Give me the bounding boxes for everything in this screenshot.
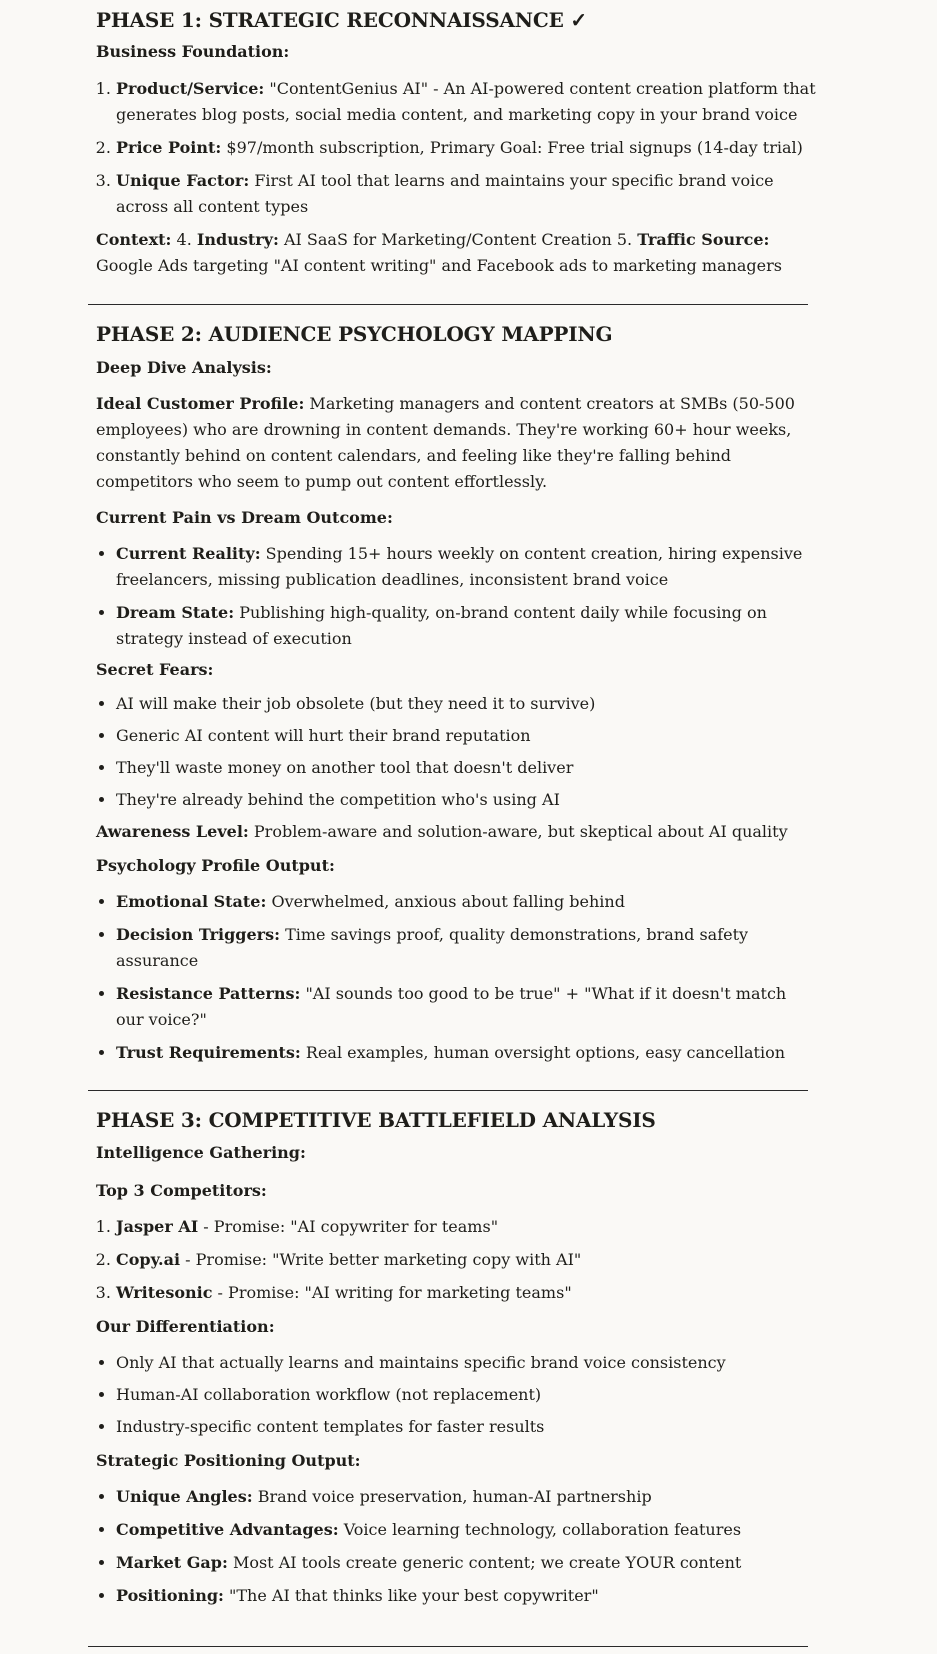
- list-item: • Generic AI content will hurt their brand reputation: [116, 723, 816, 749]
- fears-label: Secret Fears:: [96, 660, 214, 679]
- list-item: • Competitive Advantages: Voice learning technology, collaboration features: [116, 1517, 816, 1543]
- profile-list: [96, 889, 816, 1066]
- list-item: • Human-AI collaboration workflow (not replacement): [116, 1382, 816, 1408]
- list-item: 2. Price Point: $97/month subscription, Primary Goal: Free trial signups (14-day trial): [116, 135, 816, 161]
- divider: [88, 1090, 808, 1091]
- list-item: • Resistance Patterns: "AI sounds too good to be true" + "What if it doesn't match our voice?": [116, 981, 816, 1033]
- list-item: • Emotional State: Overwhelmed, anxious about falling behind: [116, 889, 816, 915]
- phase3-section: [96, 1108, 816, 1616]
- list-item: • Industry-specific content templates for faster results: [116, 1414, 816, 1440]
- phase1-title: PHASE 1: STRATEGIC RECONNAISSANCE ✓: [96, 8, 587, 32]
- list-item: 3. Unique Factor: First AI tool that learns and maintains your specific brand voice across all content types: [116, 168, 816, 220]
- differentiation-label: Our Differentiation:: [96, 1317, 275, 1336]
- list-item: 1. Jasper AI - Promise: "AI copywriter for teams": [116, 1214, 816, 1240]
- list-item: 3. Writesonic - Promise: "AI writing for marketing teams": [116, 1280, 816, 1306]
- pain-list: [96, 541, 816, 652]
- fears-list: [96, 691, 816, 813]
- list-item: • Trust Requirements: Real examples, human oversight options, easy cancellation: [116, 1040, 816, 1066]
- competitors-label: Top 3 Competitors:: [96, 1181, 267, 1200]
- profile-label: Psychology Profile Output:: [96, 856, 335, 875]
- list-item: • Unique Angles: Brand voice preservation, human-AI partnership: [116, 1484, 816, 1510]
- list-item: • They're already behind the competition who's using AI: [116, 787, 816, 813]
- positioning-list: [96, 1484, 816, 1609]
- divider: [88, 304, 808, 305]
- context-paragraph: Context: 4. Industry: AI SaaS for Marketing/Content Creation 5. Traffic Source: Google Ads targeting "AI content writing" and Facebook ads to marketing managers: [96, 230, 782, 275]
- awareness-paragraph: Awareness Level: Problem-aware and solution-aware, but skeptical about AI quality: [96, 822, 788, 841]
- phase2-title: PHASE 2: AUDIENCE PSYCHOLOGY MAPPING: [96, 322, 613, 346]
- differentiation-list: [96, 1350, 816, 1440]
- list-item: • Positioning: "The AI that thinks like your best copywriter": [116, 1583, 816, 1609]
- competitors-list: [96, 1214, 816, 1306]
- intel-label: Intelligence Gathering:: [96, 1143, 306, 1162]
- pain-label: Current Pain vs Dream Outcome:: [96, 508, 393, 527]
- divider: [88, 1646, 808, 1647]
- phase1-list: [96, 76, 816, 220]
- list-item: • Market Gap: Most AI tools create generic content; we create YOUR content: [116, 1550, 816, 1576]
- positioning-label: Strategic Positioning Output:: [96, 1451, 361, 1470]
- icp-paragraph: Ideal Customer Profile: Marketing managers and content creators at SMBs (50-500 employees) who are drowning in content demands. They're working 60+ hour weeks, constantly behind on content calendars, and feeling like they're falling behind competitors who seem to pump out content effortlessly.: [96, 394, 795, 491]
- list-item: • Only AI that actually learns and maintains specific brand voice consistency: [116, 1350, 816, 1376]
- list-item: • Dream State: Publishing high-quality, on-brand content daily while focusing on strategy instead of execution: [116, 600, 816, 652]
- list-item: • Decision Triggers: Time savings proof, quality demonstrations, brand safety assurance: [116, 922, 816, 974]
- list-item: 1. Product/Service: "ContentGenius AI" - An AI-powered content creation platform that generates blog posts, social media content, and marketing copy in your brand voice: [116, 76, 816, 128]
- list-item: • Current Reality: Spending 15+ hours weekly on content creation, hiring expensive freelancers, missing publication deadlines, inconsistent brand voice: [116, 541, 816, 593]
- list-item: • They'll waste money on another tool that doesn't deliver: [116, 755, 816, 781]
- business-foundation-label: Business Foundation:: [96, 42, 290, 61]
- phase3-title: PHASE 3: COMPETITIVE BATTLEFIELD ANALYSIS: [96, 1108, 656, 1132]
- list-item: 2. Copy.ai - Promise: "Write better marketing copy with AI": [116, 1247, 816, 1273]
- phase2-section: [96, 322, 816, 1073]
- deep-dive-label: Deep Dive Analysis:: [96, 358, 272, 377]
- list-item: • AI will make their job obsolete (but they need it to survive): [116, 691, 816, 717]
- phase1-section: [96, 8, 816, 279]
